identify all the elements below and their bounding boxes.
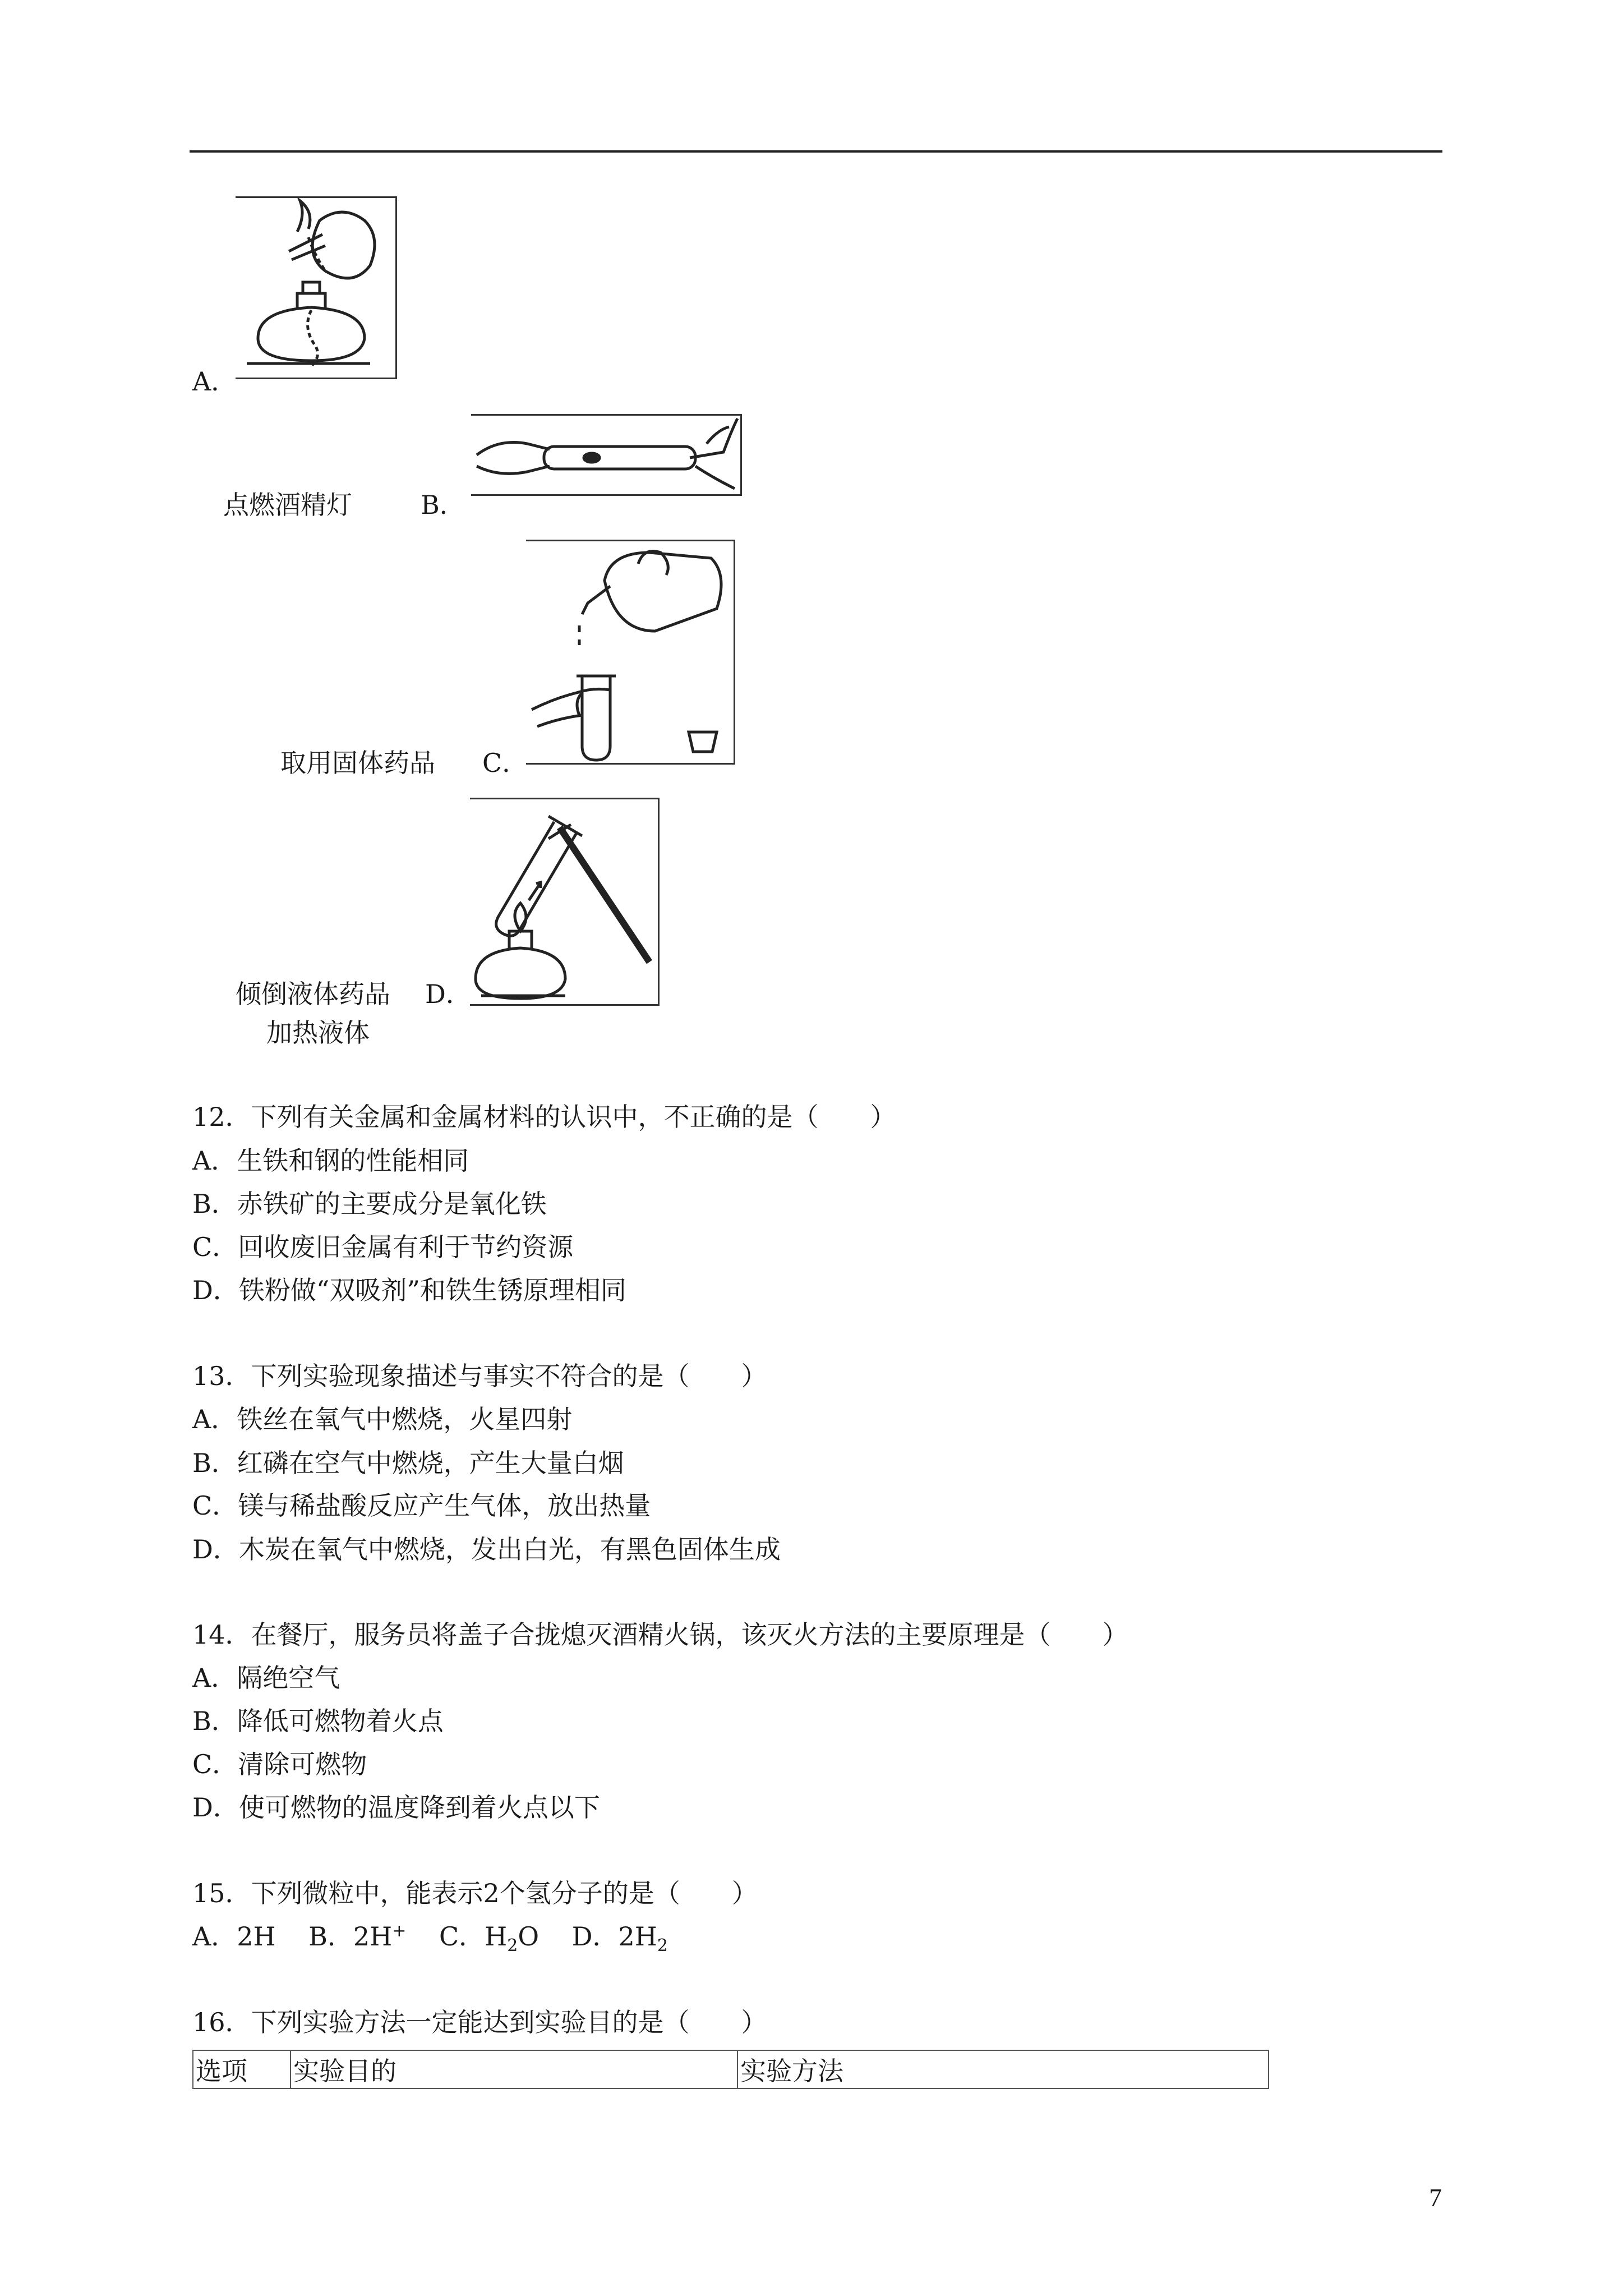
question-12-option-d: D．铁粉做“双吸剂”和铁生锈原理相同 [192,1275,626,1305]
question-16-table [192,2050,1269,2089]
option-a-caption: 点燃酒精灯 [223,490,352,520]
question-12-stem: 12．下列有关金属和金属材料的认识中，不正确的是（ ） [192,1102,896,1132]
question-15-options [192,1921,668,1956]
table-header-purpose: 实验目的 [291,2050,737,2088]
question-12-option-a: A．生铁和钢的性能相同 [192,1145,469,1176]
table-header-row [193,2050,1269,2088]
option-d-letter: D． [425,979,472,1009]
page-number: 7 [1429,2183,1442,2212]
question-12-option-c: C．回收废旧金属有利于节约资源 [192,1232,574,1262]
question-13-stem: 13．下列实验现象描述与事实不符合的是（ ） [192,1361,767,1391]
table-header-option: 选项 [193,2050,291,2088]
question-16-stem: 16．下列实验方法一定能达到实验目的是（ ） [192,2007,767,2037]
option-c-letter: C． [482,748,528,778]
heating-test-tube-illustration [470,799,658,1004]
figure-pouring-liquid-reagent [526,540,735,765]
header-rule [190,150,1442,153]
question-13-option-a: A．铁丝在氧气中燃烧，火星四射 [192,1404,573,1434]
option-b-caption: 取用固体药品 [280,748,435,778]
question-15-option-a: A．2H [192,1921,276,1952]
alcohol-lamp-illustration [236,198,395,378]
question-15-option-c: C．$H_2O$ [439,1921,540,1956]
question-13-option-c: C．镁与稀盐酸反应产生气体，放出热量 [192,1490,651,1521]
question-14-option-b: B．降低可燃物着火点 [192,1706,444,1736]
option-d-caption: 加热液体 [266,1018,370,1048]
question-14-option-d: D．使可燃物的温度降到着火点以下 [192,1792,600,1823]
option-b-letter: B． [421,490,465,520]
question-15-option-b: B．2H+ [308,1921,407,1952]
question-13-option-d: D．木炭在氧气中燃烧，发出白光，有黑色固体生成 [192,1534,781,1565]
question-15-option-d: D．$2H_2$ [571,1921,668,1956]
question-15-stem: 15．下列微粒中，能表示2个氢分子的是（ ） [192,1878,758,1908]
test-tube-horizontal-illustration [471,416,740,494]
figure-lighting-alcohol-lamp [236,196,397,379]
option-c-caption: 倾倒液体药品 [236,979,390,1009]
table-header-method: 实验方法 [737,2050,1269,2088]
option-a-letter: A． [192,366,237,397]
question-14-option-c: C．清除可燃物 [192,1749,367,1779]
figure-taking-solid-reagent [471,414,742,496]
question-12-option-b: B．赤铁矿的主要成分是氧化铁 [192,1189,547,1219]
question-14-stem: 14．在餐厅，服务员将盖子合拢熄灭酒精火锅，该灭火方法的主要原理是（ ） [192,1619,1128,1650]
figure-heating-liquid [470,798,660,1006]
question-13-option-b: B．红磷在空气中燃烧，产生大量白烟 [192,1448,624,1478]
pouring-liquid-illustration [526,541,734,763]
question-14-option-a: A．隔绝空气 [192,1663,340,1693]
